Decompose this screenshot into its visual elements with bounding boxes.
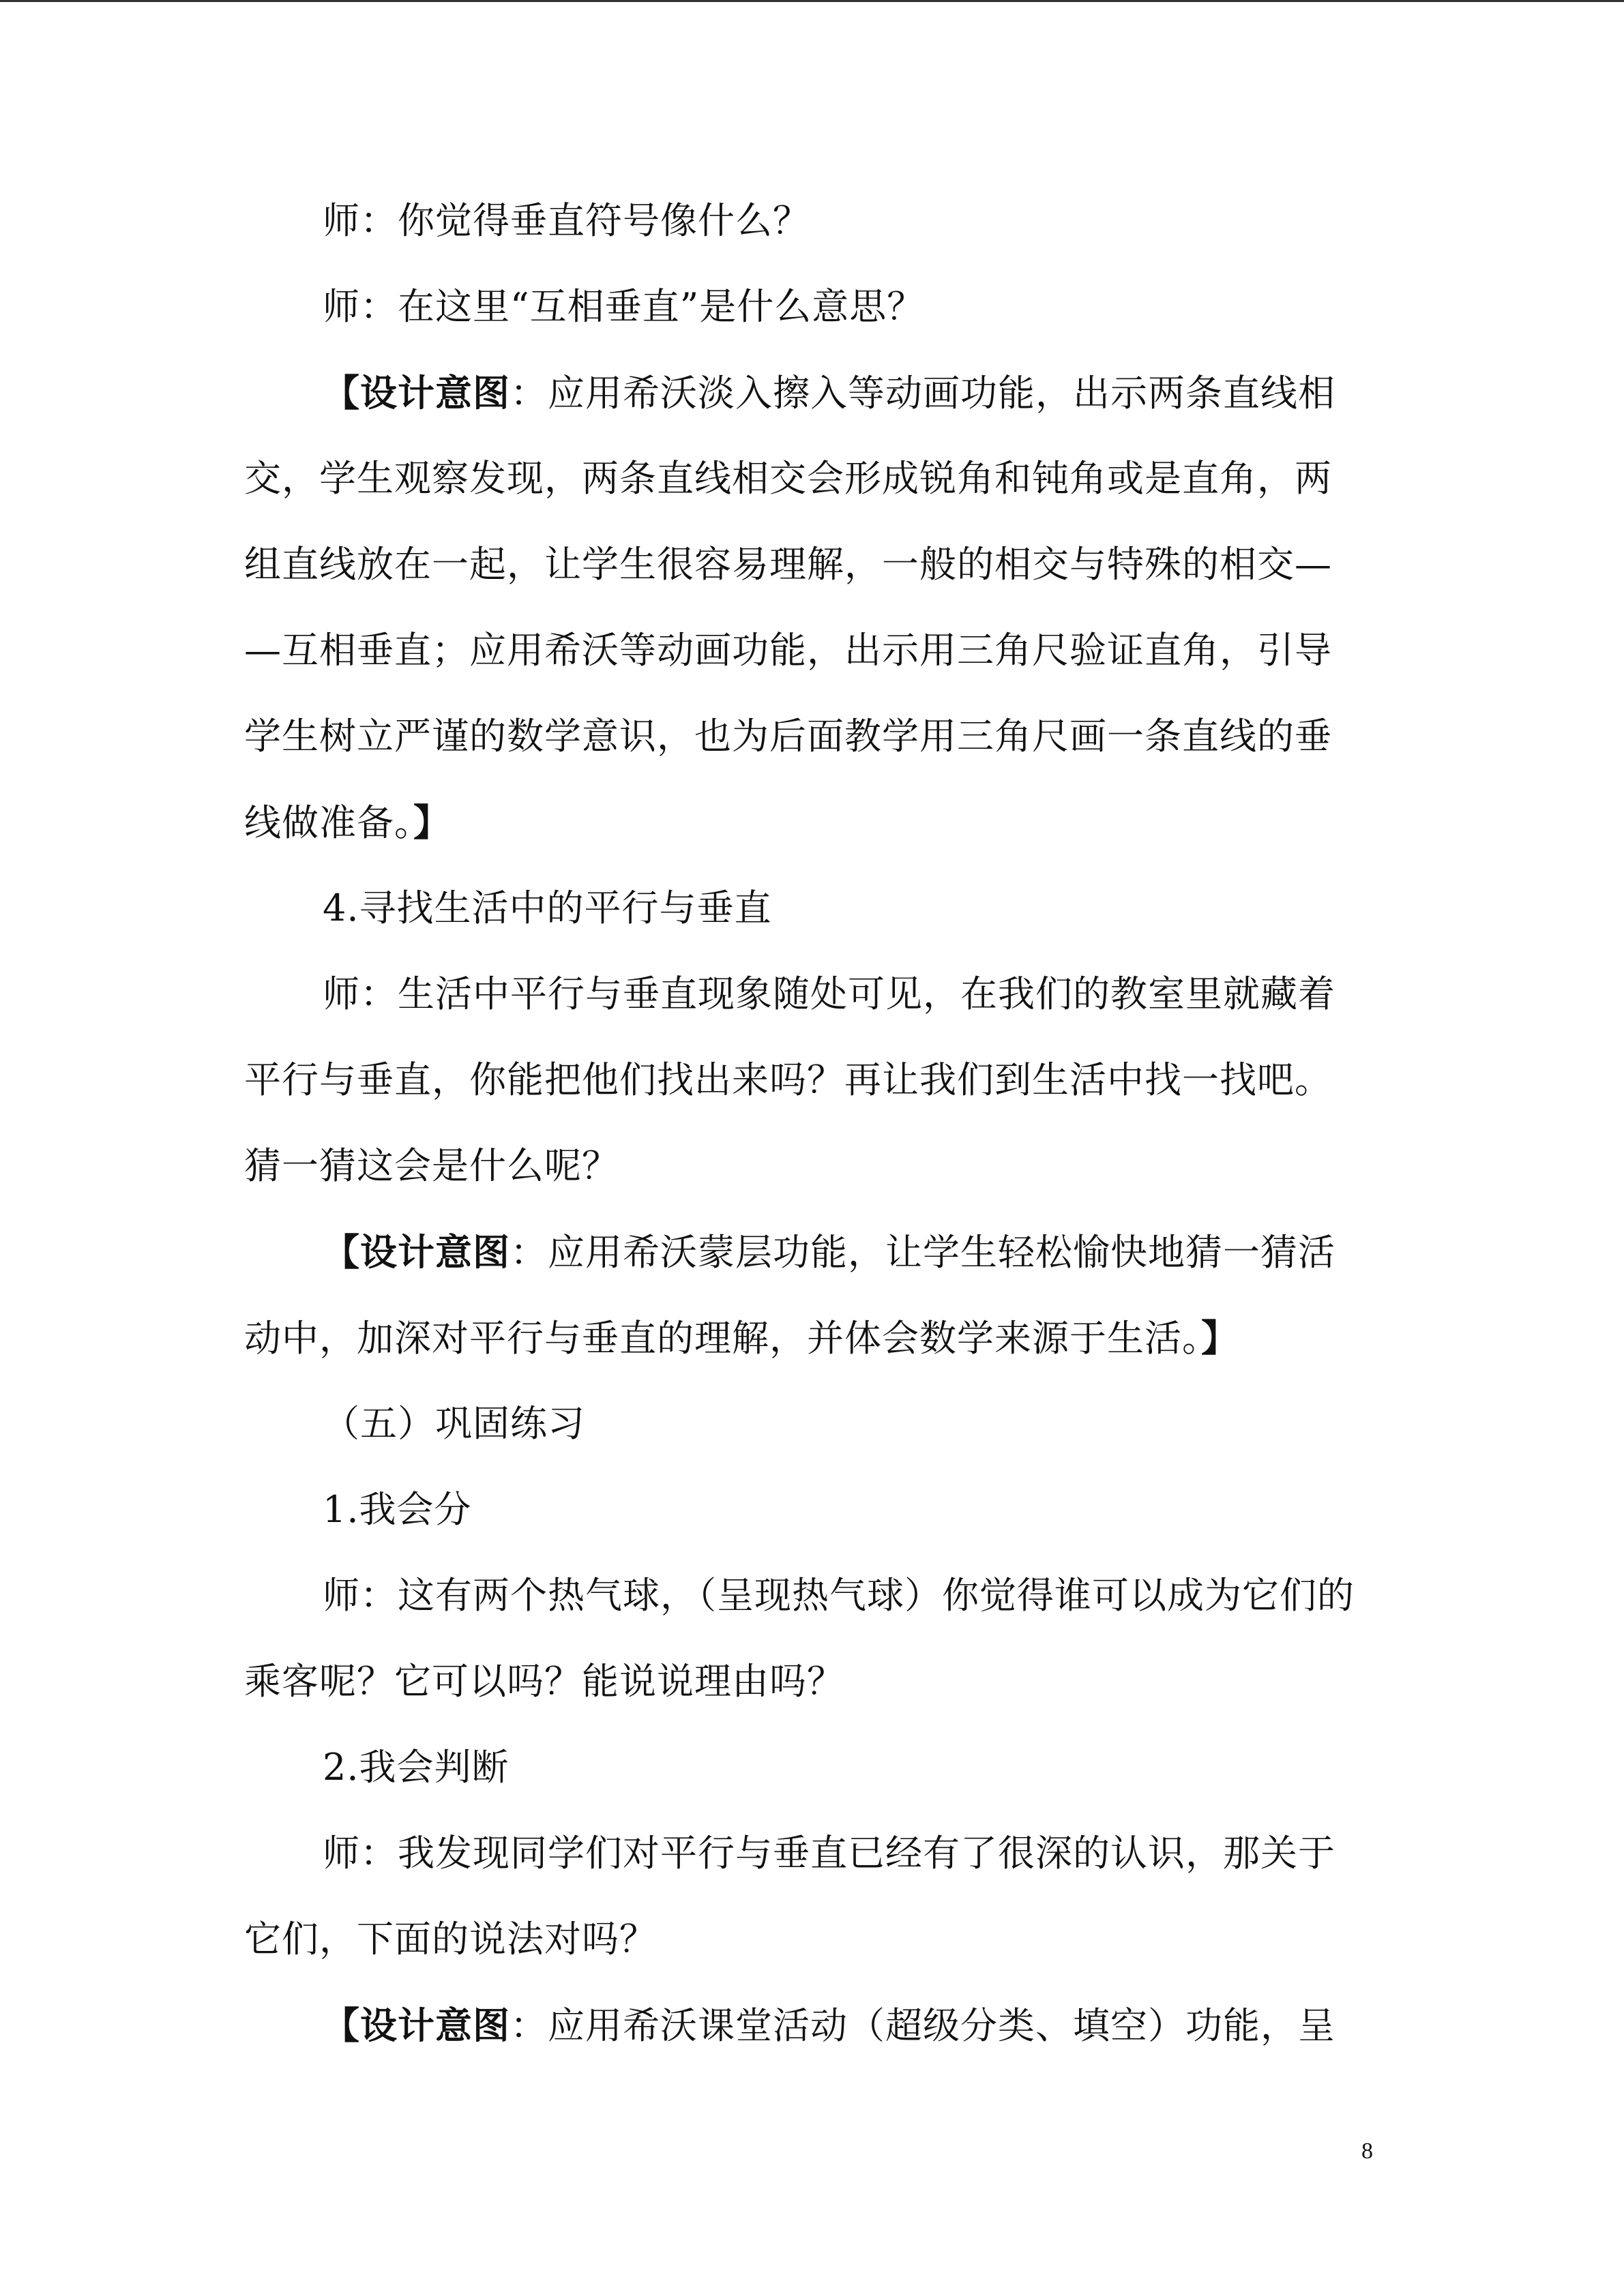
paragraph-line: 猜一猜这会是什么呢？ — [244, 1144, 619, 1187]
paragraph-line: 师：我发现同学们对平行与垂直已经有了很深的认识，那关于 — [323, 1832, 1335, 1875]
design-intent-line: 【设计意图：应用希沃课堂活动（超级分类、填空）功能，呈 — [323, 2003, 1335, 2047]
paragraph-line: 交，学生观察发现，两条直线相交会形成锐角和钝角或是直角，两 — [244, 457, 1332, 500]
paragraph-line: 平行与垂直，你能把他们找出来吗？再让我们到生活中找一找吧。 — [244, 1058, 1332, 1101]
design-intent-line: 【设计意图：应用希沃淡入擦入等动画功能，出示两条直线相 — [323, 371, 1335, 415]
section-heading: （五）巩固练习 — [323, 1402, 585, 1445]
section-heading: 4.寻找生活中的平行与垂直 — [323, 886, 772, 929]
design-intent-label: 【设计意图 — [323, 2003, 510, 2047]
design-intent-label: 【设计意图 — [323, 1230, 510, 1274]
paragraph-line: 乘客呢？它可以吗？能说说理由吗？ — [244, 1660, 844, 1703]
design-intent-line: 【设计意图：应用希沃蒙层功能，让学生轻松愉快地猜一猜活 — [323, 1230, 1335, 1274]
paragraph-line: 它们，下面的说法对吗？ — [244, 1918, 657, 1960]
paragraph-line: 师：你觉得垂直符号像什么？ — [323, 199, 810, 242]
paragraph-line: 师：这有两个热气球，（呈现热气球）你觉得谁可以成为它们的 — [323, 1574, 1355, 1617]
design-intent-label: 【设计意图 — [323, 371, 510, 415]
page-number: 8 — [1361, 2138, 1373, 2164]
paragraph-line: —互相垂直；应用希沃等动画功能，出示用三角尺验证直角，引导 — [244, 629, 1332, 672]
paragraph-line: 动中，加深对平行与垂直的理解，并体会数学来源于生活。】 — [244, 1316, 1239, 1360]
section-heading: 2.我会判断 — [323, 1746, 510, 1789]
paragraph-line: 师：生活中平行与垂直现象随处可见，在我们的教室里就藏着 — [323, 972, 1335, 1015]
paragraph-line: 线做准备。】 — [244, 801, 451, 844]
section-heading: 1.我会分 — [323, 1488, 472, 1531]
paragraph-line: 组直线放在一起，让学生很容易理解，一般的相交与特殊的相交— — [244, 543, 1332, 586]
paragraph-line: 学生树立严谨的数学意识，也为后面教学用三角尺画一条直线的垂 — [244, 715, 1332, 758]
paragraph-line: 师：在这里“互相垂直”是什么意思？ — [323, 285, 925, 328]
